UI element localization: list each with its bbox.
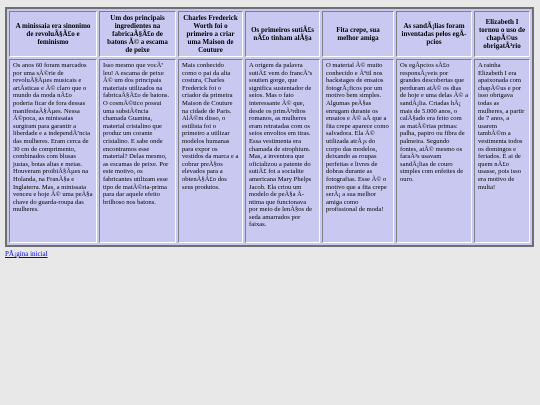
home-page-link[interactable]: PÃ¡gina inicial bbox=[5, 250, 48, 258]
facts-table-container bbox=[5, 7, 534, 247]
table-header: Elizabeth I tornou o uso de chapÃ©us obrigatÃ³rio bbox=[474, 11, 530, 57]
table-cell: A rainha Elizabeth I era apaixonada com chapÃ©us e por isso obrigava todas as mulheres, a partir de 7 anos, a usarem tambÃ©m a vestimenta todos os domingos e feriados. E ai de quem nÃ£o usasse, pois isso era motivo de multa! bbox=[474, 59, 530, 243]
table-cell: Os anos 60 foram marcados por uma sÃ©rie de revoluÃ§Ãµes musicais e artÃsticas e Ã© claro que o mundo da moda nÃ£o poderia ficar de fora dessas manifestaÃ§Ãµes. Nessa Ã©poca, as minissaias surgiram para garantir a liberdade e a independÃªncia das mulheres. Eram cerca de 30 cm de comprimento, combinados com blusas justas, botas altas e meias. Houveram proibiÃ§Ãµes na Holanda, na FranÃ§a e Inglaterra. Mas, a minissaia venceu e hoje Ã© uma peÃ§a chave do guarda-roupa das mulheres. bbox=[9, 59, 97, 243]
table-header: Charles Frederick Worth foi o primeiro a criar uma Maison de Couture bbox=[178, 11, 243, 57]
table-cell: Isso mesmo que vocÃª leu! A escama de peixe Ã© um dos principais materiais utilizados na fabricaÃ§Ã£o de batons. O cosmÃ©tico possui uma substÃ¢ncia chamada Guanina, material cristalino que produz um corante cristalino. E sabe onde encontramos esse material? Delas mesmo, as escamas de peixe. Por este motivo, os fabricantes utilizam esse tipo de matÃ©ria-prima para dar aquele efeito brilhoso nos batons. bbox=[99, 59, 176, 243]
table-cell: O material Ã© muito conhecido e Ãºtil nos backstages de ensaios fotogrÃ¡ficos por um motivo bem simples. Algumas peÃ§as enrugam durante os ensaios e Ã© aÃ que a fita crepe aparece como salvadora. Ela Ã© utilizada atrÃ¡s do corpo das modelos, deixando as roupas perfeitas e livres de dobras durante as fotografias. Esse Ã© o motivo que a fita crepe serÃ¡ a sua melhor amiga como profissional de moda! bbox=[322, 59, 394, 243]
table-header: Fita crepe, sua melhor amiga bbox=[322, 11, 394, 57]
table-header: Os primeiros sutiÃ£s nÃ£o tinham alÃ§a bbox=[245, 11, 320, 57]
fashion-facts-table bbox=[5, 7, 534, 247]
table-header: A minissaia era sinonimo de revoluÃ§Ã£o e feminismo bbox=[9, 11, 97, 57]
table-header-row bbox=[9, 11, 530, 57]
table-cell: Os egÃpcios sÃ£o responsÃ¡veis por grandes descobertas que perduram atÃ© os dias de hoje e uma delas Ã© a sandÃ¡lia. Criadas hÃ¡ mais de 5.000 anos, o calÃ§ado era feito com as matÃ©rias primas: palha, papiro ou fibra de palmeira. Segundo fontes, atÃ© mesmo os faraÃ³s usavam sandÃ¡lias de couro simples com enfeites de ouro. bbox=[396, 59, 472, 243]
table-cell: A origem da palavra sutiÃ£ vem do francÃªs soutien gorge, que significa sustentador de seios. Mas o fato interessante Ã© que, desde os primÃ³rdios romanos, as mulheres eram retratadas com os seios envoltos em tiras. Essa vestimenta era chamada de strophium. Mas, a inventora que oficializou a patente do sutiÃ£ foi a socialite americana Mary Phelps Jacob. Ela criou um modelo de peÃ§a Ãntima que funcionava por meio de lenÃ§os de seda amarrados por faixas. bbox=[245, 59, 320, 243]
table-cell: Mais conhecido como o pai da alta costura, Charles Frederick foi o criador da primeira Maison de Couture na cidade de Paris. AlÃ©m disso, o estilista foi o primeiro a utilizar modelos humanas para expor os vestidos da marca e a cobrar preÃ§os elevados para a obtenÃ§Ã£o dos seus produtos. bbox=[178, 59, 243, 243]
table-row bbox=[9, 59, 530, 243]
table-header: Um dos principais ingredientes na fabricaÃ§Ã£o de batons Ã© a escama de peixe bbox=[99, 11, 176, 57]
table-header: As sandÃ¡lias foram inventadas pelos egÃpcios bbox=[396, 11, 472, 57]
